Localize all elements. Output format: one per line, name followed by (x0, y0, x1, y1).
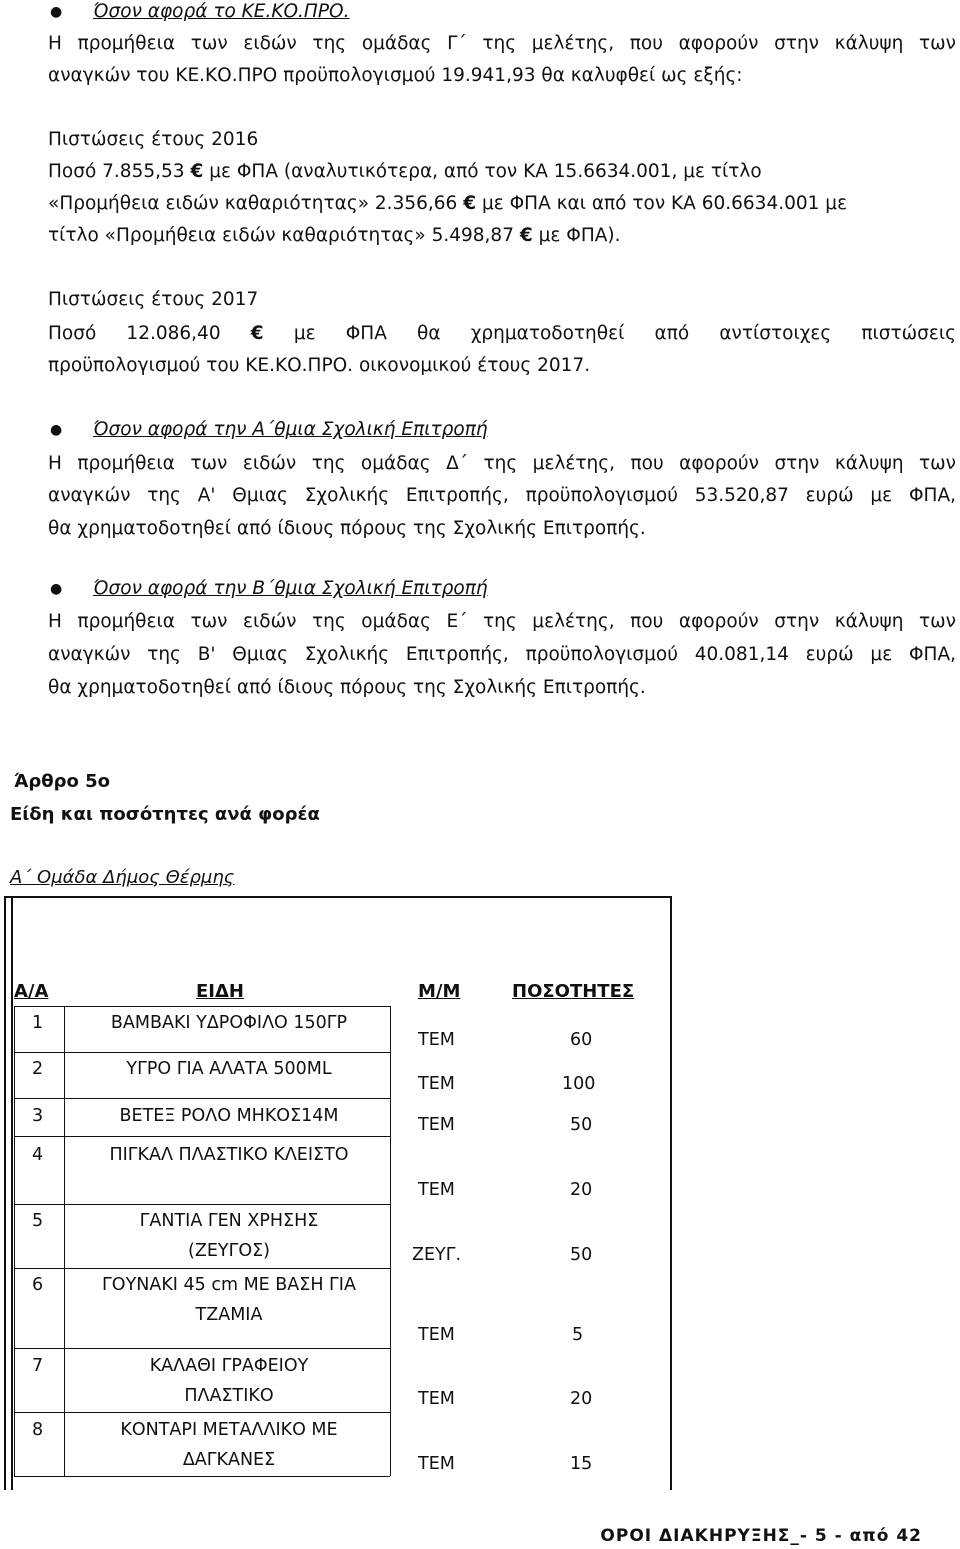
amount-text: Ποσό 12.086,40 (48, 323, 221, 344)
paragraph-text: με ΦΠΑ και από τον ΚΑ 60.6634.001 με (481, 193, 848, 214)
paragraph-line: θα χρηματοδοτηθεί από ίδιους πόρους της Σχολικής Επιτροπής. (48, 677, 646, 698)
table-header-aa: Α/Α (14, 981, 49, 1002)
item-qty: 50 (570, 1245, 593, 1265)
section-heading-kekopro: Όσον αφορά το ΚΕ.ΚΟ.ΠΡΟ. (93, 1, 350, 22)
row-number: 5 (32, 1211, 44, 1231)
group-heading: Α΄ Ομάδα Δήμος Θέρμης (10, 867, 235, 888)
item-name: ΚΑΛΑΘΙ ΓΡΑΦΕΙΟΥ (149, 1356, 309, 1376)
table-col-line (14, 1006, 15, 1476)
item-name-cont: ΤΖΑΜΙΑ (195, 1305, 263, 1325)
table-header-qty: ΠΟΣΟΤΗΤΕΣ (512, 981, 635, 1002)
paragraph-line: Η προμήθεια των ειδών της ομάδας Δ΄ της μελέτης, που αφορούν στην κάλυψη των (48, 453, 956, 474)
paragraph-line: Η προμήθεια των ειδών της ομάδας Ε΄ της μελέτης, που αφορούν στην κάλυψη των (48, 611, 956, 632)
table-header-items: ΕΙΔΗ (196, 981, 244, 1002)
table-row-line (14, 1204, 390, 1205)
table-border-left (4, 896, 6, 1490)
table-row-line (14, 1136, 390, 1137)
item-name: ΚΟΝΤΑΡΙ ΜΕΤΑΛΛΙΚΟ ΜΕ (120, 1420, 338, 1440)
section-heading-a-committee: Όσον αφορά την Α΄θμια Σχολική Επιτροπή (93, 419, 488, 440)
euro-icon: € (190, 161, 204, 182)
item-qty: 20 (570, 1389, 593, 1409)
euro-icon: € (250, 323, 264, 344)
bullet-icon: ● (50, 422, 63, 438)
amount-text: Ποσό 7.855,53 (48, 161, 185, 182)
paragraph-line (48, 224, 621, 248)
paragraph-line (48, 192, 847, 216)
paragraph-text: «Προμήθεια ειδών καθαριότητας» 2.356,66 (48, 193, 458, 214)
item-qty: 5 (572, 1325, 584, 1345)
item-name-cont: ΠΛΑΣΤΙΚΟ (184, 1386, 274, 1406)
table-row-line (14, 1006, 390, 1007)
item-name-cont: (ΖΕΥΓΟΣ) (188, 1241, 270, 1261)
item-name: ΓΑΝΤΙΑ ΓΕΝ ΧΡΗΣΗΣ (139, 1211, 319, 1231)
section-heading-b-committee: Όσον αφορά την Β΄θμια Σχολική Επιτροπή (93, 578, 488, 599)
table-border-right (670, 896, 672, 1490)
item-unit: ΤΕΜ (418, 1115, 455, 1135)
item-qty: 50 (570, 1115, 593, 1135)
item-name: ΠΙΓΚΑΛ ΠΛΑΣΤΙΚΟ ΚΛΕΙΣΤΟ (109, 1145, 349, 1165)
row-number: 1 (32, 1013, 44, 1033)
credits-2017-title: Πιστώσεις έτους 2017 (48, 289, 259, 310)
paragraph-text: με ΦΠΑ). (538, 225, 621, 246)
paragraph-line: Η προμήθεια των ειδών της ομάδας Γ΄ της μελέτης, που αφορούν στην κάλυψη των (48, 33, 956, 54)
item-name: ΥΓΡΟ ΓΙΑ ΑΛΑΤΑ 500ML (126, 1059, 332, 1079)
paragraph-text: με ΦΠΑ (αναλυτικότερα, από τον ΚΑ 15.6634.001, με τίτλο (209, 161, 762, 182)
table-row-line (14, 1412, 390, 1413)
item-name: ΒΕΤΕΞ ΡΟΛΟ ΜΗΚΟΣ14Μ (119, 1106, 339, 1126)
table-border-left-inner (11, 896, 13, 1490)
paragraph-text: με ΦΠΑ θα χρηματοδοτηθεί από αντίστοιχες πιστώσεις (293, 323, 956, 344)
item-name: ΓΟΥΝΑΚΙ 45 cm ΜΕ ΒΑΣΗ ΓΙΑ (102, 1275, 356, 1295)
credits-2016-title: Πιστώσεις έτους 2016 (48, 129, 259, 150)
row-number: 6 (32, 1275, 44, 1295)
item-qty: 60 (570, 1030, 593, 1050)
euro-icon: € (463, 193, 477, 214)
paragraph-line: θα χρηματοδοτηθεί από ίδιους πόρους της Σχολικής Επιτροπής. (48, 518, 646, 539)
row-number: 8 (32, 1420, 44, 1440)
row-number: 7 (32, 1356, 44, 1376)
page-footer: ΟΡΟΙ ΔΙΑΚΗΡΥΞΗΣ_- 5 - από 42 (600, 1526, 922, 1546)
paragraph-line (48, 160, 762, 184)
table-row-line (14, 1476, 390, 1477)
item-unit: ΤΕΜ (418, 1074, 455, 1094)
table-row-line (14, 1098, 390, 1099)
row-number: 3 (32, 1106, 44, 1126)
item-name-cont: ΔΑΓΚΑΝΕΣ (182, 1450, 276, 1470)
article-subtitle: Είδη και ποσότητες ανά φορέα (10, 804, 320, 825)
paragraph-line: αναγκών της Β' Θμιας Σχολικής Επιτροπής, προϋπολογισμού 40.081,14 ευρώ με ΦΠΑ, (48, 644, 956, 665)
paragraph-line: αναγκών του ΚΕ.ΚΟ.ΠΡΟ προϋπολογισμού 19.941,93 θα καλυφθεί ως εξής: (48, 65, 743, 86)
paragraph-text: τίτλο «Προμήθεια ειδών καθαριότητας» 5.498,87 (48, 225, 514, 246)
item-unit: ΤΕΜ (418, 1030, 455, 1050)
item-qty: 20 (570, 1180, 593, 1200)
table-row-line (14, 1052, 390, 1053)
item-unit: ΤΕΜ (418, 1325, 455, 1345)
item-name: ΒΑΜΒΑΚΙ ΥΔΡΟΦΙΛΟ 150ΓΡ (110, 1013, 348, 1033)
row-number: 2 (32, 1059, 44, 1079)
item-unit: ΖΕΥΓ. (412, 1245, 462, 1265)
row-number: 4 (32, 1145, 44, 1165)
paragraph-line (48, 322, 956, 346)
item-qty: 100 (562, 1074, 596, 1094)
item-qty: 15 (570, 1454, 593, 1474)
bullet-icon: ● (50, 581, 63, 597)
paragraph-line: προϋπολογισμού του ΚΕ.ΚΟ.ΠΡΟ. οικονομικού έτους 2017. (48, 355, 591, 376)
item-unit: ΤΕΜ (418, 1454, 455, 1474)
item-unit: ΤΕΜ (418, 1180, 455, 1200)
paragraph-line: αναγκών της Α' Θμιας Σχολικής Επιτροπής, προϋπολογισμού 53.520,87 ευρώ με ΦΠΑ, (48, 485, 956, 506)
euro-icon: € (519, 225, 533, 246)
item-unit: ΤΕΜ (418, 1389, 455, 1409)
table-row-line (14, 1348, 390, 1349)
bullet-icon: ● (50, 4, 63, 20)
article-title: Άρθρο 5ο (14, 771, 111, 792)
table-header-unit: Μ/Μ (418, 981, 461, 1002)
table-row-line (14, 1268, 390, 1269)
table-border-top (4, 896, 672, 898)
